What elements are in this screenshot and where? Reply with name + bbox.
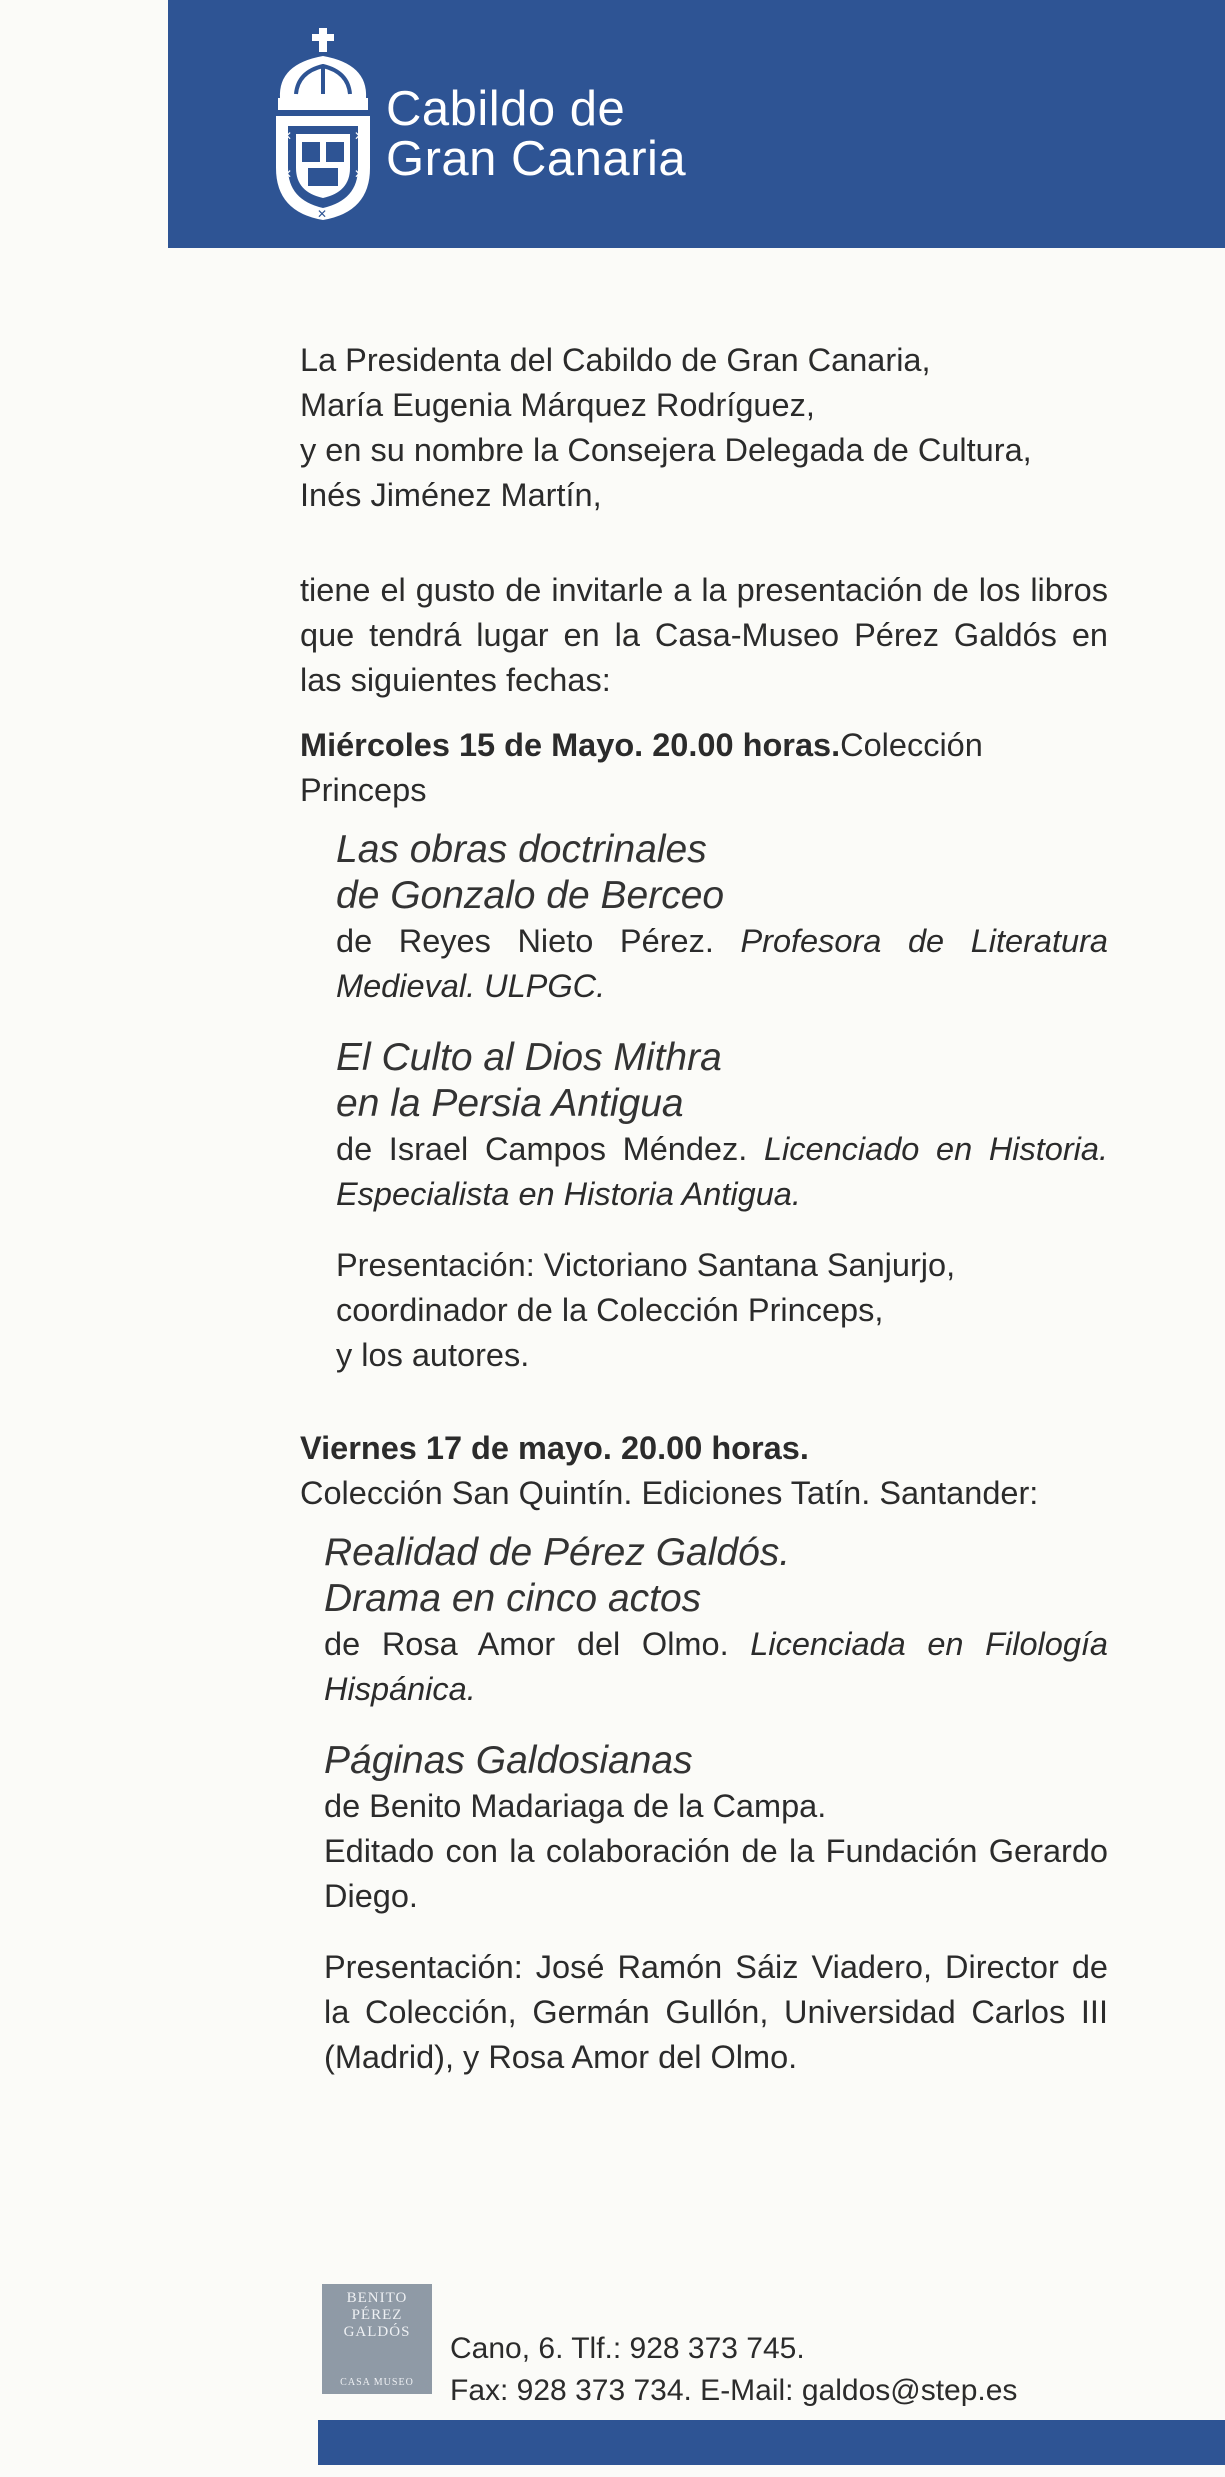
book-title: Las obras doctrinales de Gonzalo de Berceo xyxy=(336,828,725,917)
event2-book2 xyxy=(324,1738,1108,2080)
intro-line2: María Eugenia Márquez Rodríguez, xyxy=(300,387,815,423)
author-name: de Rosa Amor del Olmo. xyxy=(324,1626,729,1662)
address-line: Cano, 6. Tlf.: 928 373 745. xyxy=(450,2332,805,2365)
event1-book2 xyxy=(336,1035,1108,1378)
intro-line4: Inés Jiménez Martín, xyxy=(300,477,602,513)
author-name: de Israel Campos Méndez. xyxy=(336,1131,748,1167)
book-title: Realidad de Pérez Galdós. Drama en cinco actos xyxy=(324,1531,791,1620)
fax-email-line: Fax: 928 373 734. E-Mail: galdos@step.es xyxy=(450,2374,1018,2407)
svg-text:✕: ✕ xyxy=(354,167,365,181)
casa-museo-logo xyxy=(322,2284,432,2394)
logo-line3: GALDÓS xyxy=(343,2324,411,2340)
event1-collection: Colección Princeps xyxy=(300,727,983,808)
event1-book1 xyxy=(336,827,1108,1009)
invitation-text: tiene el gusto de invitarle a la presentación de los libros que tendrá lugar en la Casa-Museo Pérez Galdós en las siguientes fechas: xyxy=(300,572,1108,698)
author-name: de Benito Madariaga de la Campa. xyxy=(324,1788,827,1824)
book-title: Páginas Galdosianas xyxy=(324,1739,693,1782)
header-banner xyxy=(168,0,1225,248)
author-role: Licenciado en Historia. Especialista en Historia Antigua. xyxy=(336,1131,1109,1212)
logo-line4: CASA MUSEO xyxy=(340,2377,414,2388)
event2-book1 xyxy=(324,1530,1108,1712)
event2-collection: Colección San Quintín. Ediciones Tatín. Santander: xyxy=(300,1475,1039,1511)
logo-line2: PÉREZ xyxy=(351,2307,403,2323)
logo-line1: BENITO xyxy=(346,2290,408,2306)
intro-line1: La Presidenta del Cabildo de Gran Canaria, xyxy=(300,342,931,378)
event2-presentation: Presentación: José Ramón Sáiz Viadero, Director de la Colección, Germán Gullón, Universidad Carlos III (Madrid), y Rosa Amor del Olmo. xyxy=(324,1949,1108,2075)
book-author xyxy=(324,1622,1108,1712)
book-author xyxy=(336,1127,1108,1217)
svg-text:✕: ✕ xyxy=(282,129,293,143)
org-name-line1: Cabildo de xyxy=(386,82,626,136)
org-name-line2: Gran Canaria xyxy=(386,132,687,186)
author-role: Licenciada en Filología Hispánica. xyxy=(324,1626,1109,1707)
book-note: Editado con la colaboración de la Fundación Gerardo Diego. xyxy=(324,1833,1108,1914)
event1-heading xyxy=(300,723,1108,813)
event2-heading xyxy=(300,1426,1108,1516)
book-author xyxy=(336,919,1108,1009)
svg-text:✕: ✕ xyxy=(354,129,365,143)
organization-name xyxy=(386,84,686,184)
author-name: de Reyes Nieto Pérez. xyxy=(336,923,714,959)
event1-date: Miércoles 15 de Mayo. 20.00 horas. xyxy=(300,727,841,763)
book-author xyxy=(324,1784,1108,1919)
svg-text:✕: ✕ xyxy=(282,167,293,181)
event2-date: Viernes 17 de mayo. 20.00 horas. xyxy=(300,1430,809,1466)
event1-presentation: Presentación: Victoriano Santana Sanjurjo, coordinador de la Colección Princeps, y los autores. xyxy=(336,1247,956,1373)
author-role: Profesora de Literatura Medieval. ULPGC. xyxy=(336,923,1108,1004)
book-title: El Culto al Dios Mithra en la Persia Antigua xyxy=(336,1036,722,1125)
intro-block xyxy=(300,338,1108,518)
invitation-body xyxy=(300,338,1108,2080)
svg-text:✕: ✕ xyxy=(317,207,328,221)
contact-info xyxy=(450,2328,1017,2412)
coat-of-arms-icon xyxy=(268,28,378,224)
intro-line3: y en su nombre la Consejera Delegada de Cultura, xyxy=(300,432,1032,468)
footer-bar xyxy=(318,2420,1225,2465)
